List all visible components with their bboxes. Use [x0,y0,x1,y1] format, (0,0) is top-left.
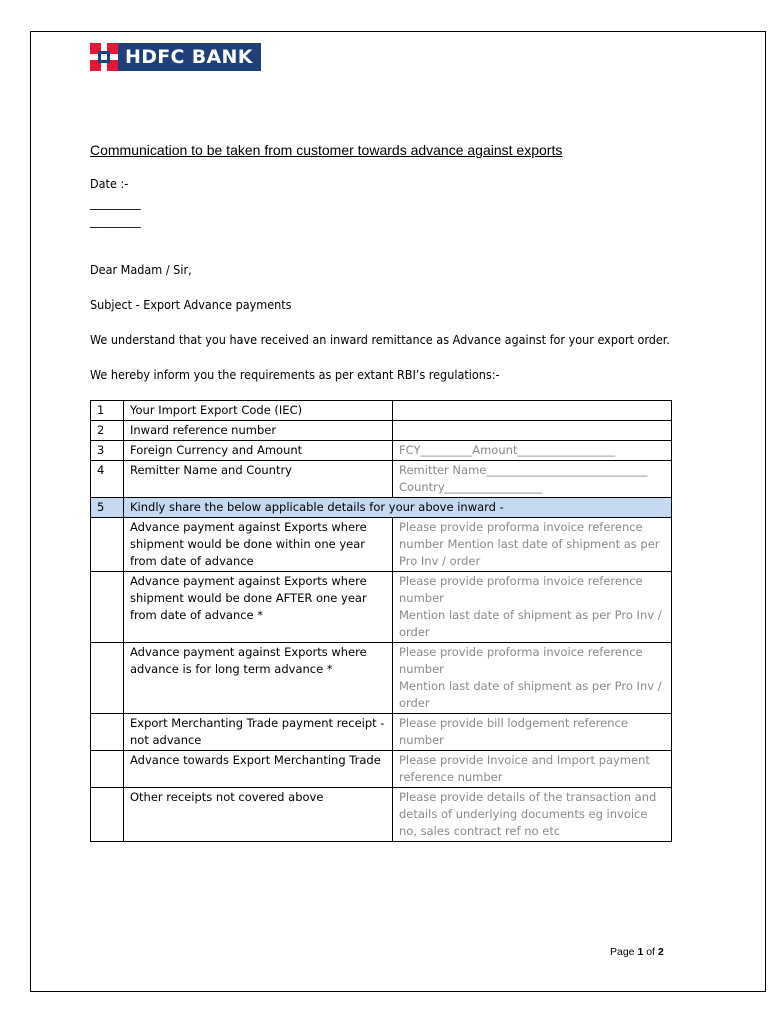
row-hint: Please provide proforma invoice reference number Mention last date of shipment as per Pro Inv / order [393,643,672,714]
remitter-field [393,461,672,498]
row-label: Export Merchanting Trade payment receipt - not advance [124,714,393,751]
paragraph-1: We understand that you have received an inward remittance as Advance against for your export order. [90,332,670,347]
salutation: Dear Madam / Sir, [90,262,192,277]
row-number: 3 [91,441,124,461]
row-value [393,401,672,421]
address-line-1: _________ [90,195,141,210]
section-header: Kindly share the below applicable details for your above inward - [124,498,672,518]
requirements-table [90,400,672,842]
page-number: Page 1 of 2 [610,946,664,958]
table-row [91,401,672,421]
address-line-2: _________ [90,213,141,228]
remitter-name-field: Remitter Name____________________________ [399,463,648,477]
row-label: Other receipts not covered above [124,788,393,842]
row-hint: Please provide details of the transaction and details of underlying documents eg invoice no, sales contract ref no etc [393,788,672,842]
row-number: 1 [91,401,124,421]
row-hint: Please provide bill lodgement reference number [393,714,672,751]
table-row [91,751,672,788]
table-row [91,421,672,441]
letter-heading: Communication to be taken from customer towards advance against exports [90,142,563,158]
table-row [91,714,672,751]
paragraph-2: We hereby inform you the requirements as per extant RBI’s regulations:- [90,367,500,382]
table-row [91,518,672,572]
row-number: 2 [91,421,124,441]
row-label: Advance towards Export Merchanting Trade [124,751,393,788]
row-hint: Please provide proforma invoice reference number Mention last date of shipment as per Pro Inv / order [393,572,672,643]
row-label: Your Import Export Code (IEC) [124,401,393,421]
subject-line: Subject - Export Advance payments [90,297,292,312]
row-label: Inward reference number [124,421,393,441]
table-row [91,461,672,498]
table-row [91,572,672,643]
row-label: Advance payment against Exports where advance is for long term advance * [124,643,393,714]
row-label: Remitter Name and Country [124,461,393,498]
row-hint: Please provide Invoice and Import payment reference number [393,751,672,788]
row-value [393,421,672,441]
row-label: Foreign Currency and Amount [124,441,393,461]
hdfc-logo [90,43,261,71]
row-number: 4 [91,461,124,498]
table-row [91,441,672,461]
table-row [91,788,672,842]
date-label: Date :- [90,176,129,191]
table-row [91,643,672,714]
row-label: Advance payment against Exports where shipment would be done within one year from date of advance [124,518,393,572]
remitter-country-field: Country_________________ [399,480,543,494]
row-hint: Please provide proforma invoice reference number Mention last date of shipment as per Pro Inv / order [393,518,672,572]
table-row [91,498,672,518]
brand-name: HDFC BANK [118,43,261,71]
hdfc-logo-icon [90,43,118,71]
row-label: Advance payment against Exports where shipment would be done AFTER one year from date of advance * [124,572,393,643]
row-number: 5 [91,498,124,518]
currency-amount-field: FCY_________Amount_________________ [393,441,672,461]
